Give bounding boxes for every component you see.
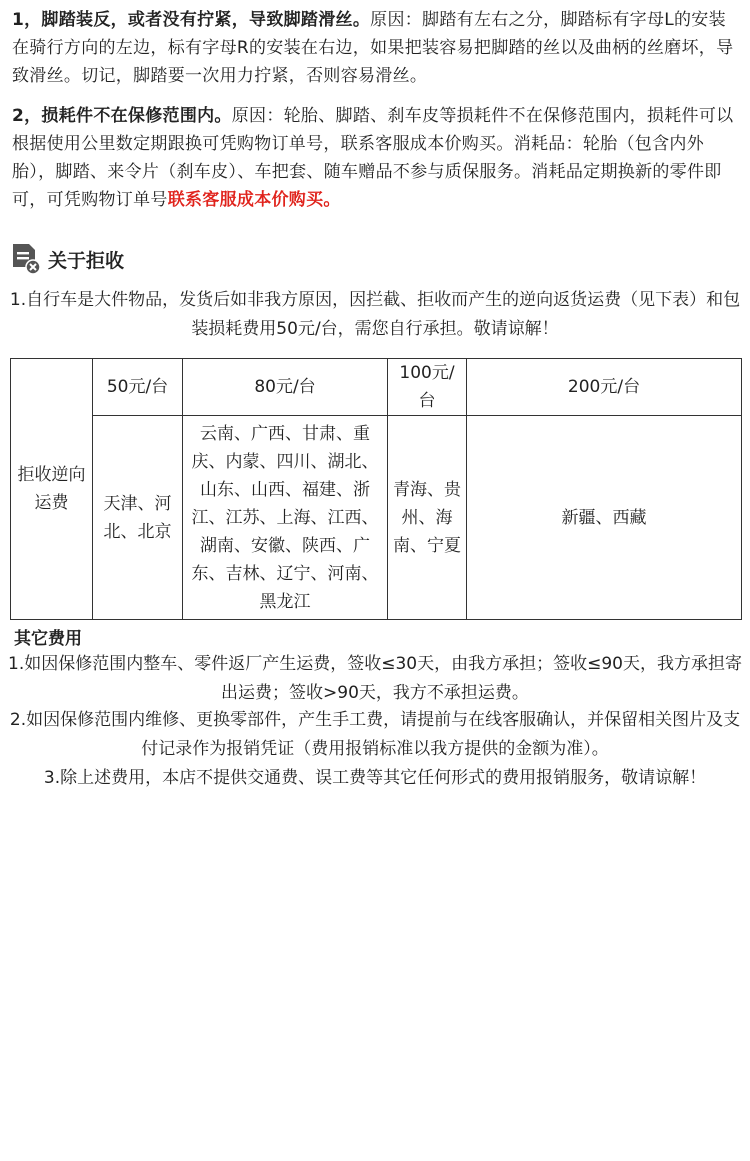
consumables-heading: 2，损耗件不在保修范围内。 <box>12 106 232 126</box>
rejection-fee-table <box>10 358 742 620</box>
fee-header-80: 80元/台 <box>183 359 388 416</box>
regions-80: 云南、广西、甘肃、重庆、内蒙、四川、湖北、山东、山西、福建、浙江、江苏、上海、江西、湖南、安徽、陕西、广东、吉林、辽宁、河南、黑龙江 <box>183 416 388 620</box>
wrong-install-text: 原因：脚踏有左右之分，脚踏标有字母L的安装在骑行方向的左边，标有字母R的安装在右边，如果把装容易把脚踏的丝以及曲柄的丝磨坏，导致滑丝。切记，脚踏要一次用力拧紧，否则容易滑丝。 <box>12 10 734 86</box>
rejection-note: 1.自行车是大件物品，发货后如非我方原因，因拦截、拒收而产生的逆向返货运费（见下表）和包装损耗费用50元/台，需您自行承担。敬请谅解！ <box>9 290 741 339</box>
document-reject-icon <box>10 243 42 275</box>
fee-region-row <box>11 416 742 620</box>
other-fee-item: 3.除上述费用，本店不提供交通费、误工费等其它任何形式的费用报销服务，敬请谅解！ <box>43 768 707 788</box>
regions-50: 天津、河北、北京 <box>93 416 183 620</box>
fee-row-label: 拒收逆向运费 <box>11 359 93 620</box>
consumables-paragraph <box>12 102 738 214</box>
wrong-install-heading: 1，脚踏装反，或者没有拧紧，导致脚踏滑丝。 <box>12 10 371 30</box>
regions-200: 新疆、西藏 <box>467 416 742 620</box>
fee-header-200: 200元/台 <box>467 359 742 416</box>
rejection-section-title: 关于拒收 <box>48 249 125 272</box>
wrong-install-paragraph <box>12 6 738 90</box>
other-fee-item: 2.如因保修范围内维修、更换零部件，产生手工费，请提前与在线客服确认，并保留相关图片及支付记录作为报销凭证（费用报销标准以我方提供的金额为准）。 <box>9 710 741 759</box>
other-fees-title: 其它费用 <box>14 629 82 649</box>
contact-service-emphasis: 联系客服成本价购买。 <box>167 190 341 210</box>
other-fee-item: 1.如因保修范围内整车、零件返厂产生运费，签收≤30天，由我方承担；签收≤90天，我方承担寄出运费；签收>90天，我方不承担运费。 <box>8 654 742 703</box>
fee-header-row <box>11 359 742 416</box>
fee-header-100: 100元/台 <box>388 359 467 416</box>
rejection-section-header <box>10 242 124 276</box>
consumables-text: 原因：轮胎、脚踏、刹车皮等损耗件不在保修范围内，损耗件可以根据使用公里数定期跟换可凭购物订单号，联系客服成本价购买。消耗品：轮胎（包含内外胎），脚踏、来令片（刹车皮）、车把套、随车赠品不参与质保服务。消耗品定期换新的零件即可，可凭购物订单号 <box>12 106 734 210</box>
regions-100: 青海、贵州、海南、宁夏 <box>388 416 467 620</box>
fee-header-50: 50元/台 <box>93 359 183 416</box>
